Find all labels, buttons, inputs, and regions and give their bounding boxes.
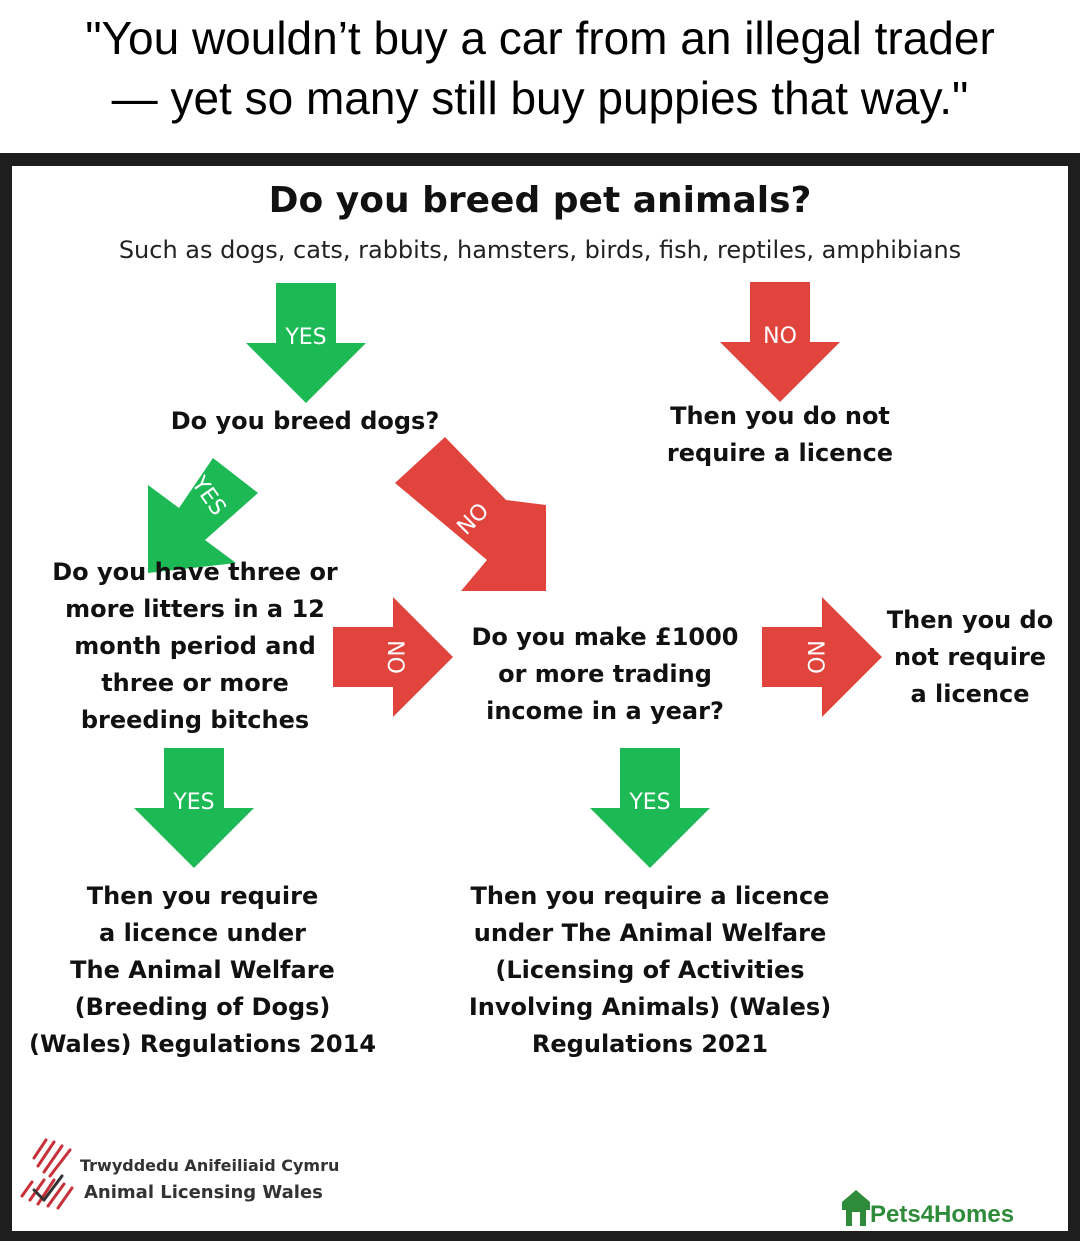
post-caption: "You wouldn’t buy a car from an illegal trader — yet so many still buy puppies that way." <box>85 12 995 124</box>
arrow-litters-yes <box>134 748 254 868</box>
arrow-top-yes-label: YES <box>285 325 327 350</box>
node-trading-question: Do you make £1000 or more trading income in a year? <box>471 623 739 725</box>
animal-licensing-wales-logo-mark <box>22 1140 72 1208</box>
node-dogs-licence: Then you require a licence under The Animal Welfare (Breeding of Dogs) (Wales) Regulations 2014 <box>28 882 377 1058</box>
node-litters-question: Do you have three or more litters in a 12 month period and three or more breeding bitches <box>52 558 338 734</box>
pets4homes-house-icon <box>842 1190 870 1226</box>
logo-text-english: Animal Licensing Wales <box>84 1182 323 1203</box>
infographic-subtitle: Such as dogs, cats, rabbits, hamsters, birds, fish, reptiles, amphibians <box>118 236 962 264</box>
arrow-dogs-yes-label: YES <box>186 472 231 521</box>
arrow-top-no <box>720 282 840 402</box>
arrow-litters-yes-label: YES <box>173 790 215 815</box>
node-breed-dogs: Do you breed dogs? <box>170 407 440 435</box>
node-no-licence-right: Then you do not require a licence <box>886 606 1054 708</box>
arrow-litters-no-label: NO <box>382 640 407 674</box>
arrow-trading-no <box>762 597 882 717</box>
pets4homes-brand: Pets4Homes <box>870 1201 1015 1228</box>
node-no-licence-top: Then you do not require a licence <box>666 402 894 467</box>
arrow-top-yes <box>246 283 366 403</box>
arrow-trading-yes <box>590 748 710 868</box>
arrow-top-no-label: NO <box>763 324 797 349</box>
arrow-dogs-no-label: NO <box>452 498 495 541</box>
arrow-litters-no <box>333 597 453 717</box>
logo-text-welsh: Trwyddedu Anifeiliaid Cymru <box>80 1156 340 1175</box>
arrow-trading-no-label: NO <box>802 640 827 674</box>
arrow-trading-yes-label: YES <box>629 790 671 815</box>
arrow-dogs-no <box>395 437 546 591</box>
node-activities-licence: Then you require a licence under The Animal Welfare (Licensing of Activities Involving Animals) (Wales) Regulations 2021 <box>468 882 832 1058</box>
infographic-title: Do you breed pet animals? <box>268 180 812 221</box>
